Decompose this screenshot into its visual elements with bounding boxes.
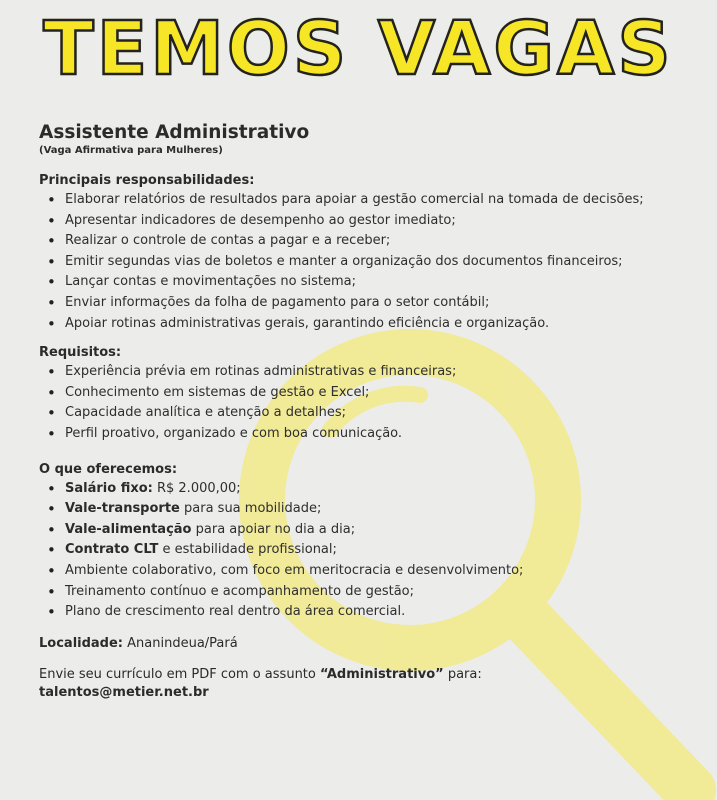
application-instructions [39,666,679,702]
list-item: • Perfil proativo, organizado e com boa comunicação. [47,424,679,445]
list-item [47,602,679,623]
requirements-heading: Requisitos: [39,345,122,361]
cta-prefix: Envie seu currículo em PDF com o assunto [39,666,320,682]
requirements-list [47,362,679,444]
responsibilities-list [47,190,679,334]
list-item: • Capacidade analítica e atenção a detalhes; [47,403,679,424]
list-item [47,540,679,561]
location-label: Localidade: [39,635,124,651]
location-value: Ananindeua/Pará [127,635,238,651]
list-item: • Lançar contas e movimentações no sistema; [47,272,679,293]
list-item: • Apresentar indicadores de desempenho ao gestor imediato; [47,211,679,232]
benefit-text: para sua mobilidade; [179,501,322,517]
job-title: Assistente Administrativo [39,122,310,143]
cta-subject: “Administrativo” [320,666,444,682]
list-item [47,499,679,520]
contact-email[interactable]: talentos@metier.net.br [39,684,209,700]
job-subtitle: (Vaga Afirmativa para Mulheres) [39,145,223,156]
benefit-text: e estabilidade profissional; [158,542,337,558]
location [39,635,679,653]
benefit-label: Vale-alimentação [65,521,192,537]
benefit-text: Treinamento contínuo e acompanhamento de gestão; [65,583,415,599]
list-item [47,479,679,500]
list-item: • Emitir segundas vias de boletos e manter a organização dos documentos financeiros; [47,252,679,273]
list-item: • Enviar informações da folha de pagamento para o setor contábil; [47,293,679,314]
benefit-text: para apoiar no dia a dia; [191,521,356,537]
list-item [47,582,679,603]
headline: TEMOS VAGAS [43,6,674,92]
benefit-text: Plano de crescimento real dentro da área comercial. [65,604,406,620]
responsibilities-heading: Principais responsabilidades: [39,173,255,188]
list-item: • Apoiar rotinas administrativas gerais, garantindo eficiência e organização. [47,314,679,335]
list-item: • Conhecimento em sistemas de gestão e Excel; [47,383,679,404]
benefit-label: Contrato CLT [65,542,159,558]
benefit-text: Ambiente colaborativo, com foco em meritocracia e desenvolvimento; [65,562,524,578]
benefits-list [47,479,679,623]
benefits-heading: O que oferecemos: [39,461,178,477]
list-item: • Experiência prévia em rotinas administrativas e financeiras; [47,362,679,383]
job-posting [39,121,679,702]
list-item: • Elaborar relatórios de resultados para apoiar a gestão comercial na tomada de decisões; [47,190,679,211]
list-item: • Realizar o controle de contas a pagar e a receber; [47,231,679,252]
benefit-label: Salário fixo: [65,480,153,496]
list-item [47,520,679,541]
benefit-text: R$ 2.000,00; [152,480,241,496]
benefit-label: Vale-transporte [65,501,180,517]
cta-suffix: para: [443,666,482,682]
list-item [47,561,679,582]
